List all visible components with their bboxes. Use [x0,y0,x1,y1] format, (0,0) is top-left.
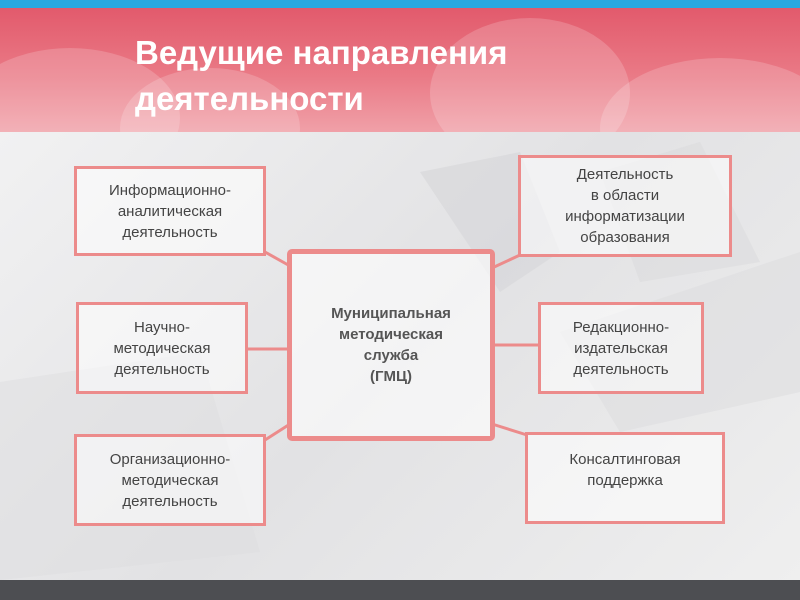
direction-box-scientific-methodical [76,302,248,394]
title-line-2: деятельности [135,80,364,117]
direction-box-organizational-methodical [74,434,266,526]
direction-box-label: Научно- методическая деятельность [113,318,211,378]
central-node-label: Муниципальная методическая служба (ГМЦ) [331,305,451,385]
direction-box-label: Организационно- методическая деятельность [109,450,231,510]
direction-box-info-analytic [74,166,266,256]
central-node-municipal-service [287,249,495,441]
direction-box-label: Деятельность в области информатизации образования [565,166,685,246]
direction-box-label: Консалтинговая поддержка [569,451,681,489]
bottom-bar [0,580,800,600]
direction-box-informatization [518,155,732,257]
direction-box-label: Редакционно- издательская деятельность [572,318,670,378]
title-line-1: Ведущие направления [135,34,508,71]
direction-box-consulting [525,432,725,524]
direction-box-label: Информационно- аналитическая деятельность [109,181,231,241]
direction-box-editorial-publishing [538,302,704,394]
